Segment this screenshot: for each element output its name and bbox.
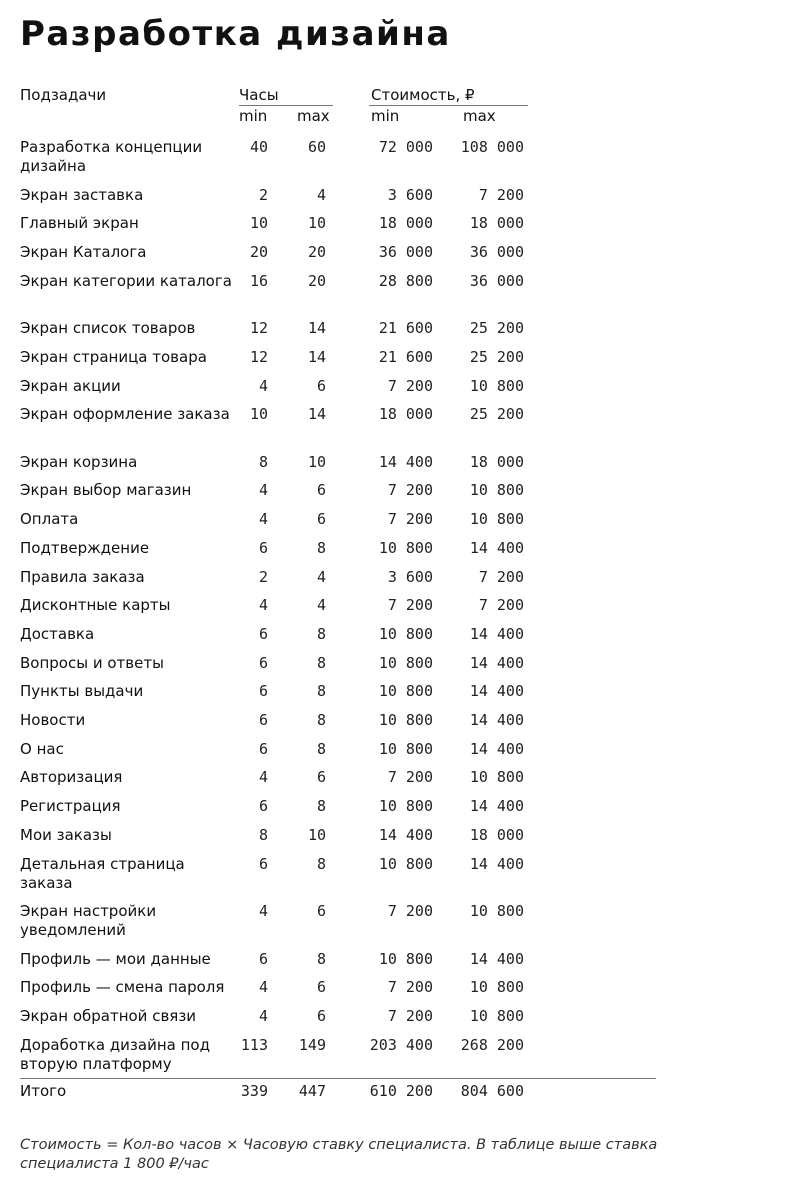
- cost-min: 36 000: [378, 242, 433, 261]
- cost-min: 3 600: [387, 185, 433, 204]
- cost-min: 7 200: [387, 596, 433, 615]
- cost-max: 10 800: [469, 768, 524, 787]
- hours-min: 8: [258, 825, 268, 844]
- cost-min: 7 200: [387, 978, 433, 997]
- task-name: Подтверждение: [20, 538, 150, 557]
- task-name: Мои заказы: [20, 825, 112, 844]
- hours-max: 8: [316, 949, 326, 968]
- hours-max: 6: [316, 768, 326, 787]
- hours-max: 8: [316, 624, 326, 643]
- hours-max: 6: [316, 902, 326, 920]
- cost-min: 10 800: [378, 854, 433, 873]
- cost-min: 10 800: [378, 538, 433, 557]
- total-cost-max: 804 600: [460, 1082, 524, 1100]
- column-header-cost: Стоимость, ₽: [371, 86, 475, 104]
- hours-min: 40: [249, 138, 268, 156]
- hours-max: 10: [307, 825, 326, 844]
- table-row: [0, 855, 800, 895]
- cost-min: 10 800: [378, 682, 433, 701]
- hours-min: 8: [258, 452, 268, 471]
- cost-min: 18 000: [378, 405, 433, 424]
- subheader-hours-max: max: [297, 107, 330, 125]
- task-name: Экран обратной связи: [20, 1006, 197, 1025]
- hours-min: 6: [258, 624, 268, 643]
- cost-min: 7 200: [387, 1006, 433, 1025]
- task-name: Профиль — смена пароля: [20, 978, 225, 997]
- hours-max: 8: [316, 538, 326, 557]
- footnote: Стоимость = Кол-во часов × Часовую ставку специалиста. В таблице выше ставка специалиста 1 800 ₽/час: [20, 1137, 658, 1172]
- cost-max: 25 200: [469, 405, 524, 424]
- task-name: Экран Каталога: [20, 242, 147, 261]
- hours-min: 16: [249, 271, 268, 290]
- hours-min: 6: [258, 653, 268, 672]
- subheader-hours-min: min: [239, 107, 268, 125]
- cost-max: 10 800: [469, 978, 524, 997]
- hours-min: 4: [258, 481, 268, 500]
- task-name: Экран оформление заказа: [20, 405, 230, 424]
- hours-min: 4: [258, 376, 268, 395]
- hours-max: 149: [298, 1035, 326, 1054]
- hours-max: 6: [316, 510, 326, 529]
- hours-min: 6: [258, 854, 268, 873]
- cost-max: 14 400: [469, 624, 524, 643]
- hours-min: 12: [249, 319, 268, 338]
- total-divider: [20, 1078, 656, 1079]
- cost-min: 18 000: [378, 214, 433, 233]
- hours-min: 6: [258, 949, 268, 968]
- task-name: Разработка концепции дизайна: [20, 138, 203, 175]
- cost-min: 21 600: [378, 347, 433, 366]
- cost-min: 28 800: [378, 271, 433, 290]
- task-name: Экран выбор магазин: [20, 481, 192, 500]
- hours-min: 4: [258, 768, 268, 787]
- hours-min: 2: [258, 185, 268, 204]
- task-name: Оплата: [20, 510, 79, 529]
- cost-max: 268 200: [460, 1035, 524, 1054]
- total-label: Итого: [20, 1082, 67, 1100]
- hours-max: 8: [316, 797, 326, 816]
- task-name: Главный экран: [20, 214, 139, 233]
- task-name: Вопросы и ответы: [20, 653, 164, 672]
- table-row: [0, 138, 800, 178]
- hours-min: 12: [249, 347, 268, 366]
- cost-max: 25 200: [469, 347, 524, 366]
- cost-max: 108 000: [460, 138, 524, 156]
- cost-max: 14 400: [469, 949, 524, 968]
- cost-min: 14 400: [378, 825, 433, 844]
- hours-max: 20: [307, 242, 326, 261]
- total-cost-min: 610 200: [369, 1082, 433, 1100]
- task-name: Экран список товаров: [20, 319, 196, 338]
- cost-max: 14 400: [469, 711, 524, 729]
- cost-max: 14 400: [469, 653, 524, 672]
- hours-max: 8: [316, 711, 326, 729]
- task-name: Доработка дизайна под вторую платформу: [20, 1035, 210, 1073]
- hours-min: 6: [258, 739, 268, 758]
- cost-min: 7 200: [387, 510, 433, 529]
- hours-min: 20: [249, 242, 268, 261]
- hours-max: 8: [316, 653, 326, 672]
- total-hours-max: 447: [298, 1082, 326, 1100]
- hours-max: 6: [316, 1006, 326, 1025]
- task-name: Экран настройки уведомлений: [20, 902, 157, 939]
- cost-min: 10 800: [378, 711, 433, 729]
- cost-max: 7 200: [478, 567, 524, 586]
- cost-min: 10 800: [378, 624, 433, 643]
- hours-max: 14: [307, 319, 326, 338]
- cost-max: 18 000: [469, 214, 524, 233]
- hours-min: 4: [258, 902, 268, 920]
- subheader-cost-min: min: [371, 107, 400, 125]
- task-name: О нас: [20, 739, 64, 758]
- task-name: Авторизация: [20, 768, 123, 787]
- task-name: Правила заказа: [20, 567, 145, 586]
- hours-max: 4: [316, 596, 326, 615]
- task-name: Новости: [20, 711, 86, 729]
- table-row: [0, 405, 800, 445]
- task-name: Экран корзина: [20, 452, 138, 471]
- hours-max: 14: [307, 347, 326, 366]
- cost-max: 14 400: [469, 797, 524, 816]
- task-name: Профиль — мои данные: [20, 949, 211, 968]
- cost-max: 10 800: [469, 1006, 524, 1025]
- total-row: [0, 1082, 800, 1122]
- hours-max: 8: [316, 739, 326, 758]
- cost-min: 10 800: [378, 739, 433, 758]
- cost-max: 14 400: [469, 682, 524, 701]
- table-row: [0, 902, 800, 942]
- hours-max: 60: [307, 138, 326, 156]
- table-row: [0, 1036, 800, 1076]
- task-name: Экран категории каталога: [20, 271, 232, 290]
- cost-min: 21 600: [378, 319, 433, 338]
- hours-max: 6: [316, 978, 326, 997]
- cost-min: 72 000: [378, 138, 433, 156]
- table-row: [0, 272, 800, 312]
- cost-min: 7 200: [387, 902, 433, 920]
- cost-max: 25 200: [469, 319, 524, 338]
- cost-min: 3 600: [387, 567, 433, 586]
- cost-max: 7 200: [478, 596, 524, 615]
- cost-max: 36 000: [469, 242, 524, 261]
- hours-max: 10: [307, 452, 326, 471]
- task-name: Экран страница товара: [20, 347, 207, 366]
- hours-min: 4: [258, 596, 268, 615]
- hours-max: 14: [307, 405, 326, 424]
- cost-min: 10 800: [378, 653, 433, 672]
- cost-max: 14 400: [469, 739, 524, 758]
- task-name: Пункты выдачи: [20, 682, 144, 701]
- hours-max: 4: [316, 567, 326, 586]
- hours-max: 6: [316, 481, 326, 500]
- cost-max: 18 000: [469, 825, 524, 844]
- cost-max: 10 800: [469, 481, 524, 500]
- hours-min: 2: [258, 567, 268, 586]
- hours-max: 8: [316, 854, 326, 873]
- cost-min: 10 800: [378, 797, 433, 816]
- hours-max: 4: [316, 185, 326, 204]
- hours-max: 10: [307, 214, 326, 233]
- column-header-hours: Часы: [239, 86, 279, 104]
- cost-min: 7 200: [387, 768, 433, 787]
- column-header-tasks: Подзадачи: [20, 86, 107, 104]
- cost-max: 7 200: [478, 185, 524, 204]
- task-name: Экран акции: [20, 376, 121, 395]
- cost-header-divider: [369, 105, 528, 106]
- hours-min: 10: [249, 214, 268, 233]
- cost-max: 10 800: [469, 376, 524, 395]
- cost-max: 36 000: [469, 271, 524, 290]
- cost-max: 10 800: [469, 902, 524, 920]
- hours-min: 4: [258, 510, 268, 529]
- task-name: Доставка: [20, 624, 95, 643]
- task-name: Детальная страница заказа: [20, 854, 185, 892]
- hours-min: 113: [240, 1035, 268, 1054]
- hours-header-divider: [239, 105, 333, 106]
- cost-min: 14 400: [378, 452, 433, 471]
- hours-min: 6: [258, 682, 268, 701]
- cost-min: 10 800: [378, 949, 433, 968]
- task-name: Регистрация: [20, 797, 121, 816]
- cost-min: 7 200: [387, 376, 433, 395]
- cost-min: 203 400: [369, 1035, 433, 1054]
- cost-max: 18 000: [469, 452, 524, 471]
- hours-max: 20: [307, 271, 326, 290]
- cost-max: 14 400: [469, 854, 524, 873]
- cost-max: 10 800: [469, 510, 524, 529]
- hours-min: 6: [258, 538, 268, 557]
- hours-min: 4: [258, 1006, 268, 1025]
- task-name: Экран заставка: [20, 185, 144, 204]
- cost-min: 7 200: [387, 481, 433, 500]
- hours-max: 6: [316, 376, 326, 395]
- hours-max: 8: [316, 682, 326, 701]
- hours-min: 4: [258, 978, 268, 997]
- hours-min: 10: [249, 405, 268, 424]
- total-hours-min: 339: [240, 1082, 268, 1100]
- hours-min: 6: [258, 797, 268, 816]
- task-name: Дисконтные карты: [20, 596, 171, 615]
- subheader-cost-max: max: [463, 107, 496, 125]
- page-title: Разработка дизайна: [20, 14, 451, 54]
- cost-max: 14 400: [469, 538, 524, 557]
- hours-min: 6: [258, 711, 268, 729]
